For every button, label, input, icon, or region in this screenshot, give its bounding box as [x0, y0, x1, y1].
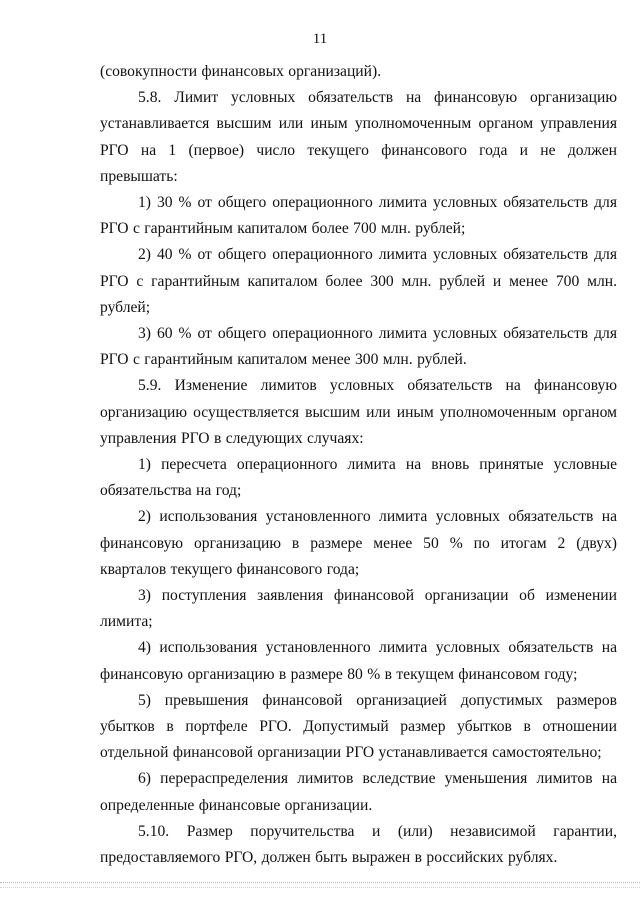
clause-5-8-item-3: 3) 60 % от общего операционного лимита условных обязательств для РГО с гарантийным капиталом менее 300 млн. рублей.: [100, 325, 617, 369]
clause-5-9-item-1: 1) пересчета операционного лимита на вновь принятые условные обязательства на год;: [100, 456, 617, 500]
clause-5-9-item-5: 5) превышения финансовой организацией допустимых размеров убытков в портфеле РГО. Допустимый размер убытков в отношении отдельной финансовой организации РГО устанавливается самостоятельно;: [100, 691, 617, 762]
clause-5-8-item-1: 1) 30 % от общего операционного лимита условных обязательств для РГО с гарантийным капиталом более 700 млн. рублей;: [100, 194, 617, 238]
clause-5-9-item-2: 2) использования установленного лимита условных обязательств на финансовую организацию в размере менее 50 % по итогам 2 (двух) кварталов текущего финансового года;: [100, 508, 617, 578]
scan-footer-line: [0, 887, 640, 888]
clause-5-9-item-3: 3) поступления заявления финансовой организации об изменении лимита;: [100, 587, 617, 631]
clause-5-9-item-4: 4) использования установленного лимита условных обязательств на финансовую организацию в размере 80 % в текущем финансовом году;: [100, 639, 617, 683]
clause-5-9-item-6: 6) перераспределения лимитов вследствие уменьшения лимитов на определенные финансовые организации.: [100, 770, 617, 814]
clause-5-8: 5.8. Лимит условных обязательств на финансовую организацию устанавливается высшим или иным уполномоченным органом управления РГО на 1 (первое) число текущего финансового года и не должен превышать:: [100, 89, 617, 185]
clause-5-9: 5.9. Изменение лимитов условных обязательств на финансовую организацию осуществляется высшим или иным уполномоченным органом управления РГО в следующих случаях:: [100, 377, 617, 447]
paragraph-continuation: (совокупности финансовых организаций).: [100, 63, 382, 80]
clause-5-10: 5.10. Размер поручительства и (или) независимой гарантии, предоставляемого РГО, должен быть выражен в российских рублях.: [100, 822, 617, 867]
clause-5-8-item-2: 2) 40 % от общего операционного лимита условных обязательств для РГО с гарантийным капиталом более 300 млн. рублей и менее 700 млн. рублей;: [100, 246, 617, 316]
document-body: [100, 59, 617, 871]
page-number: 11: [312, 31, 328, 47]
scan-footer-line: [0, 882, 640, 883]
